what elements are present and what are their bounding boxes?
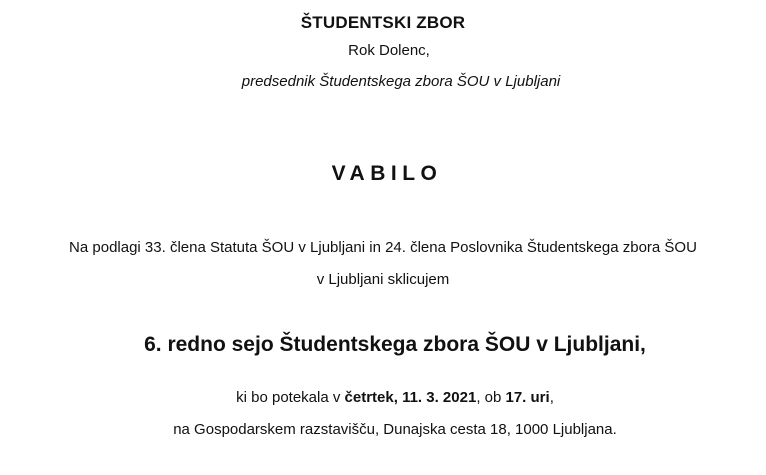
session-time-line (12, 389, 766, 406)
president-name: Rok Dolenc, (348, 42, 430, 59)
session-hour: 17. uri (505, 389, 550, 406)
time-mid: , ob (476, 389, 506, 406)
session-date: četrtek, 11. 3. 2021 (344, 389, 477, 406)
session-location: na Gospodarskem razstavišču, Dunajska cesta 18, 1000 Ljubljana. (173, 421, 617, 438)
time-suffix: , (549, 389, 554, 406)
session-name: 6. redno sejo Študentskega zbora ŠOU v Ljubljani, (144, 333, 646, 356)
time-prefix: ki bo potekala v (236, 389, 345, 406)
intro-text-line-1: Na podlagi 33. člena Statuta ŠOU v Ljubljani in 24. člena Poslovnika Študentskega zbora ŠOU (69, 239, 697, 256)
intro-text-line-2: v Ljubljani sklicujem (316, 271, 450, 288)
president-role: predsednik Študentskega zbora ŠOU v Ljubljani (241, 73, 561, 90)
document-title: VABILO (331, 162, 443, 185)
organization-name: ŠTUDENTSKI ZBOR (300, 13, 466, 32)
